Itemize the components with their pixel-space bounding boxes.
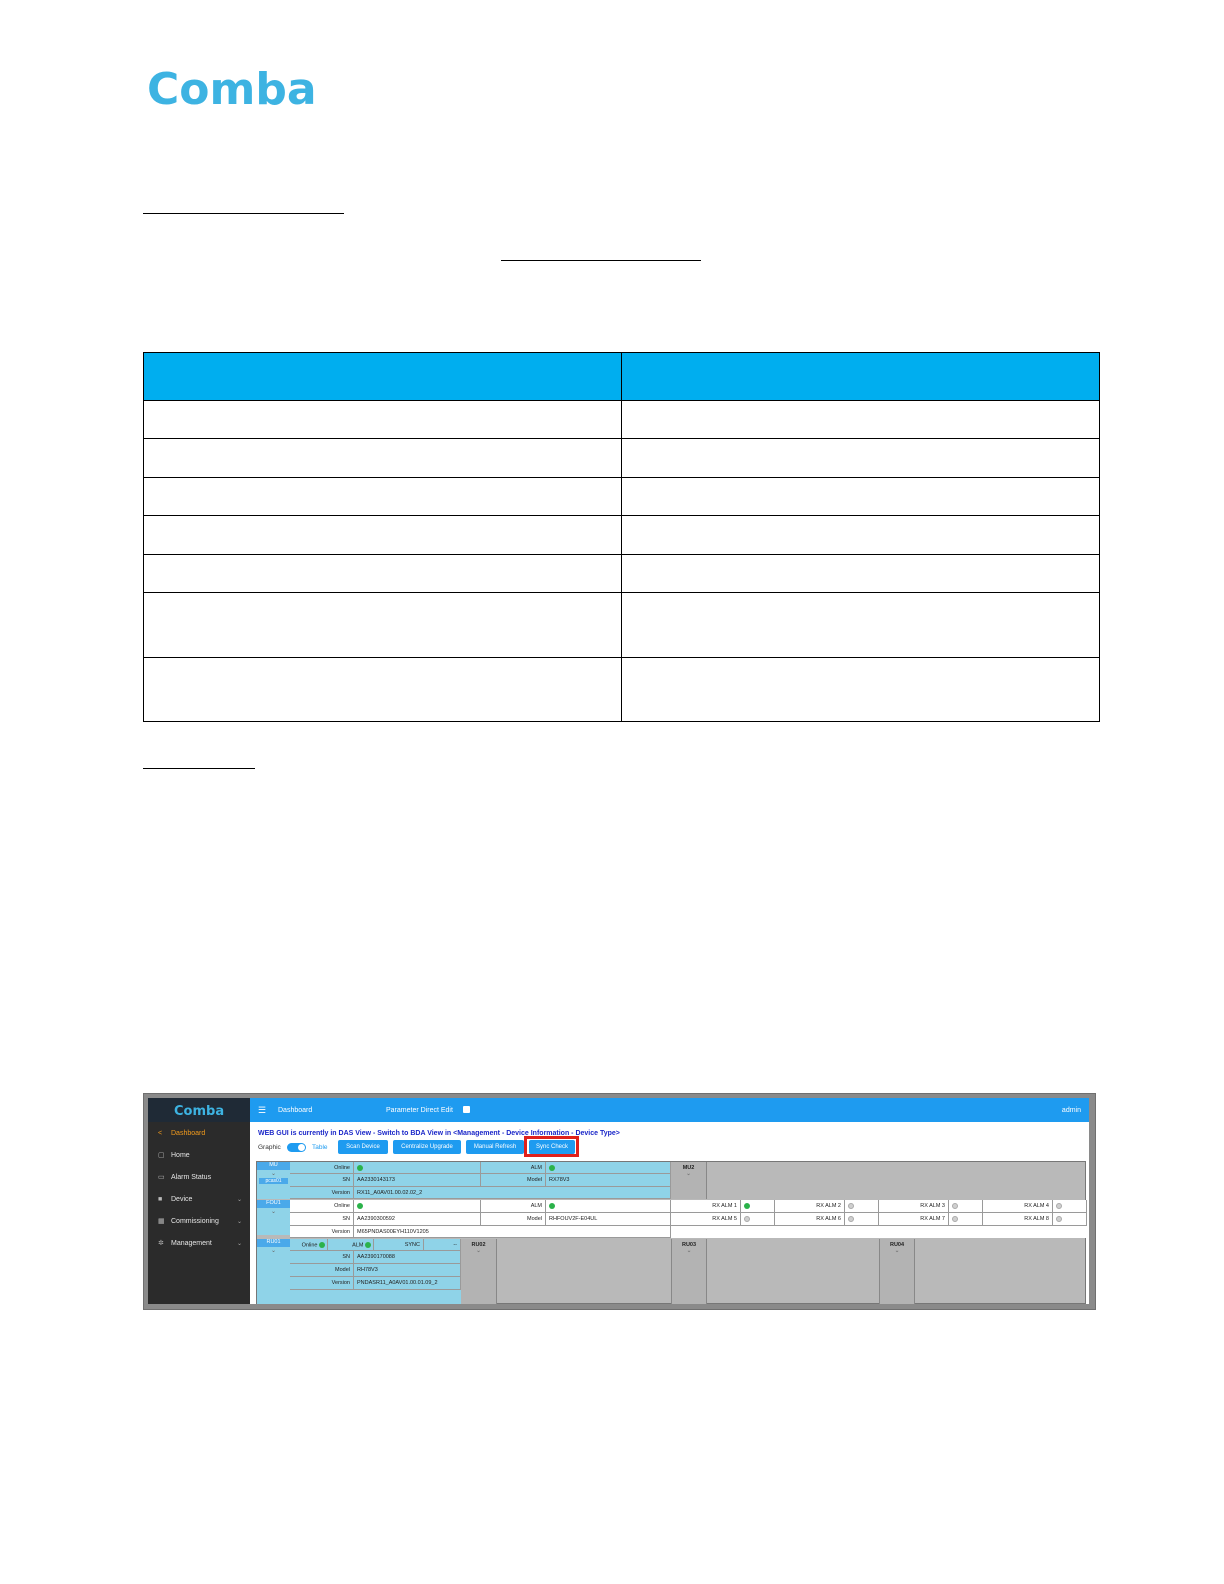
header-cell: [144, 353, 622, 401]
fou-spacer: [671, 1226, 1087, 1238]
status-dot-icon: [848, 1216, 854, 1222]
ru02-slot[interactable]: RU02 ⌄: [461, 1239, 497, 1304]
home-icon: ▢: [158, 1151, 165, 1159]
ru01-model-label: Model: [290, 1264, 354, 1277]
table-caption-underline: [501, 260, 701, 261]
status-dot-icon: [365, 1242, 371, 1248]
rx-alm-7-label: RX ALM 7: [879, 1213, 949, 1226]
table-header-row: [144, 353, 1100, 401]
status-dot-icon: [319, 1242, 325, 1248]
fou-online-label: Online: [290, 1200, 354, 1213]
chevron-down-icon: ⌄: [236, 1218, 242, 1225]
table-row: [144, 439, 1100, 478]
mu-sn-label: SN: [290, 1174, 354, 1187]
highlight-box: [524, 1136, 579, 1157]
comba-logo: [147, 66, 319, 110]
chevron-down-icon: ⌄: [476, 1248, 481, 1254]
chevron-down-icon: ⌄: [894, 1248, 900, 1254]
status-dot-icon: [357, 1203, 363, 1209]
table-row: [144, 593, 1100, 658]
user-menu[interactable]: admin: [1061, 1107, 1081, 1114]
rx-alm-4-label: RX ALM 4: [983, 1200, 1053, 1213]
table-row: [144, 516, 1100, 555]
centralize-upgrade-button[interactable]: Centralize Upgrade: [393, 1140, 461, 1154]
ru04-slot[interactable]: RU04 ⌄: [879, 1239, 915, 1304]
chevron-down-icon: ⌄: [686, 1248, 692, 1254]
sidebar-item-home[interactable]: ▢ Home: [158, 1151, 190, 1159]
subsection-heading-underline: [143, 768, 255, 769]
ru01-header[interactable]: RU01: [257, 1239, 290, 1247]
rx-alm-4-value: [1053, 1200, 1087, 1213]
ru01-sync-value: --: [424, 1239, 461, 1251]
view-toggle[interactable]: [287, 1143, 306, 1152]
fou-model-value: RHFOUV2F-E04UL: [546, 1213, 671, 1226]
status-dot-icon: [744, 1203, 750, 1209]
scan-device-button[interactable]: Scan Device: [338, 1140, 388, 1154]
sidebar-brand: [148, 1098, 250, 1122]
header-cell: [622, 353, 1100, 401]
sidebar-item-commissioning[interactable]: ▦ Commissioning ⌄: [158, 1217, 242, 1225]
mu-model-value: RX78V3: [546, 1174, 671, 1187]
ru01-spacer: [290, 1290, 461, 1304]
rx-alm-1-value: [741, 1200, 775, 1213]
sidebar-item-alarm-status[interactable]: ▭ Alarm Status: [158, 1173, 212, 1181]
ru03-slot[interactable]: RU03 ⌄: [671, 1239, 707, 1304]
chevron-down-icon[interactable]: ⌄: [270, 1171, 277, 1177]
chevron-down-icon: ⌄: [686, 1171, 691, 1177]
mu-online-label: Online: [290, 1162, 354, 1174]
das-view-notice: WEB GUI is currently in DAS View - Switch to BDA View in <Management - Device Information - Device Type>: [258, 1130, 620, 1137]
rx-alm-6-value: [845, 1213, 879, 1226]
manual-refresh-button[interactable]: Manual Refresh: [466, 1140, 524, 1154]
spec-table: [143, 352, 1100, 722]
rx-alm-7-value: [949, 1213, 983, 1226]
rx-alm-6-label: RX ALM 6: [775, 1213, 845, 1226]
gear-icon: ✲: [158, 1239, 164, 1247]
mu-online-value: [354, 1162, 481, 1174]
topology-grid: [256, 1161, 1086, 1304]
menu-icon[interactable]: ☰: [258, 1105, 267, 1115]
ru01-online-label: Online: [290, 1239, 328, 1251]
fou-alm-label: ALM: [481, 1200, 546, 1213]
graphic-label: Graphic: [258, 1144, 281, 1151]
monitor-icon: ▭: [158, 1173, 165, 1181]
param-edit-checkbox[interactable]: [463, 1106, 470, 1113]
status-dot-icon: [952, 1203, 958, 1209]
status-dot-icon: [357, 1165, 363, 1171]
mu-header[interactable]: MU: [257, 1162, 290, 1170]
mu-alm-label: ALM: [481, 1162, 546, 1174]
status-dot-icon: [1056, 1203, 1062, 1209]
section-heading-underline: [143, 213, 344, 214]
device-icon: ■: [158, 1195, 163, 1203]
param-edit-label: Parameter Direct Edit: [386, 1107, 453, 1114]
fou-online-value: [354, 1200, 481, 1213]
rx-alm-3-label: RX ALM 3: [879, 1200, 949, 1213]
table-row: [144, 401, 1100, 439]
fou-version-value: M65PNDAS00EYH110V1205: [354, 1226, 671, 1238]
fou-sn-value: AA2390300592: [354, 1213, 481, 1226]
ru01-sync-label: SYNC: [374, 1239, 424, 1251]
topbar: [250, 1098, 1089, 1122]
topbar-title: Dashboard: [278, 1107, 313, 1114]
sidebar: [148, 1098, 250, 1304]
dashboard-content: [250, 1122, 1089, 1304]
fou-model-label: Model: [481, 1213, 546, 1226]
status-dot-icon: [848, 1203, 854, 1209]
rx-alm-1-label: RX ALM 1: [671, 1200, 741, 1213]
fou-sn-label: SN: [290, 1213, 354, 1226]
rx-alm-8-label: RX ALM 8: [983, 1213, 1053, 1226]
sidebar-item-device[interactable]: ■ Device ⌄: [158, 1195, 242, 1203]
table-row: [144, 555, 1100, 593]
ru01-version-value: PNDASR11_A0AV01.00.01.09_2: [354, 1277, 461, 1290]
ru01-version-label: Version: [290, 1277, 354, 1290]
chevron-down-icon[interactable]: ⌄: [257, 1208, 290, 1235]
rx-alm-5-label: RX ALM 5: [671, 1213, 741, 1226]
mu-version-label: Version: [290, 1187, 354, 1199]
sync-check-button[interactable]: Sync Check: [529, 1140, 575, 1154]
rx-alm-5-value: [741, 1213, 775, 1226]
share-icon: <: [158, 1129, 163, 1137]
fou-header[interactable]: FOU1: [257, 1200, 290, 1208]
status-dot-icon: [549, 1203, 555, 1209]
sidebar-item-management[interactable]: ✲ Management ⌄: [158, 1239, 242, 1247]
status-dot-icon: [744, 1216, 750, 1222]
table-row: [144, 658, 1100, 722]
mu2-label: MU2: [682, 1165, 695, 1171]
sidebar-item-dashboard[interactable]: < Dashboard: [158, 1129, 206, 1137]
rx-alm-3-value: [949, 1200, 983, 1213]
ru01-alm-label: ALM: [328, 1239, 374, 1251]
status-dot-icon: [1056, 1216, 1062, 1222]
table-row: [144, 478, 1100, 516]
svg-text:Comba: Comba: [174, 1104, 225, 1118]
chevron-down-icon[interactable]: ⌄: [257, 1247, 290, 1304]
grid-icon: ▦: [158, 1217, 165, 1225]
mu-side: [257, 1170, 290, 1199]
mu-tag: pcas01: [259, 1178, 288, 1184]
ru01-model-value: RH78V3: [354, 1264, 461, 1277]
logo-text: Comba: [147, 66, 317, 110]
chevron-down-icon: ⌄: [236, 1240, 242, 1247]
status-dot-icon: [952, 1216, 958, 1222]
mu2-slot[interactable]: [671, 1162, 707, 1199]
table-label: Table: [312, 1144, 328, 1151]
mu-sn-value: AA2330143173: [354, 1174, 481, 1187]
mu-alm-value: [546, 1162, 671, 1174]
mu-model-label: Model: [481, 1174, 546, 1187]
ru01-sn-label: SN: [290, 1251, 354, 1264]
rx-alm-2-label: RX ALM 2: [775, 1200, 845, 1213]
mu-version-value: RX11_A0AV01.00.02.02_2: [354, 1187, 671, 1199]
fou-version-label: Version: [290, 1226, 354, 1238]
web-gui-screenshot: [143, 1093, 1096, 1310]
ru01-sn-value: AA2390170088: [354, 1251, 461, 1264]
rx-alm-8-value: [1053, 1213, 1087, 1226]
chevron-down-icon: ⌄: [236, 1196, 242, 1203]
fou-alm-value: [546, 1200, 671, 1213]
rx-alm-2-value: [845, 1200, 879, 1213]
status-dot-icon: [549, 1165, 555, 1171]
